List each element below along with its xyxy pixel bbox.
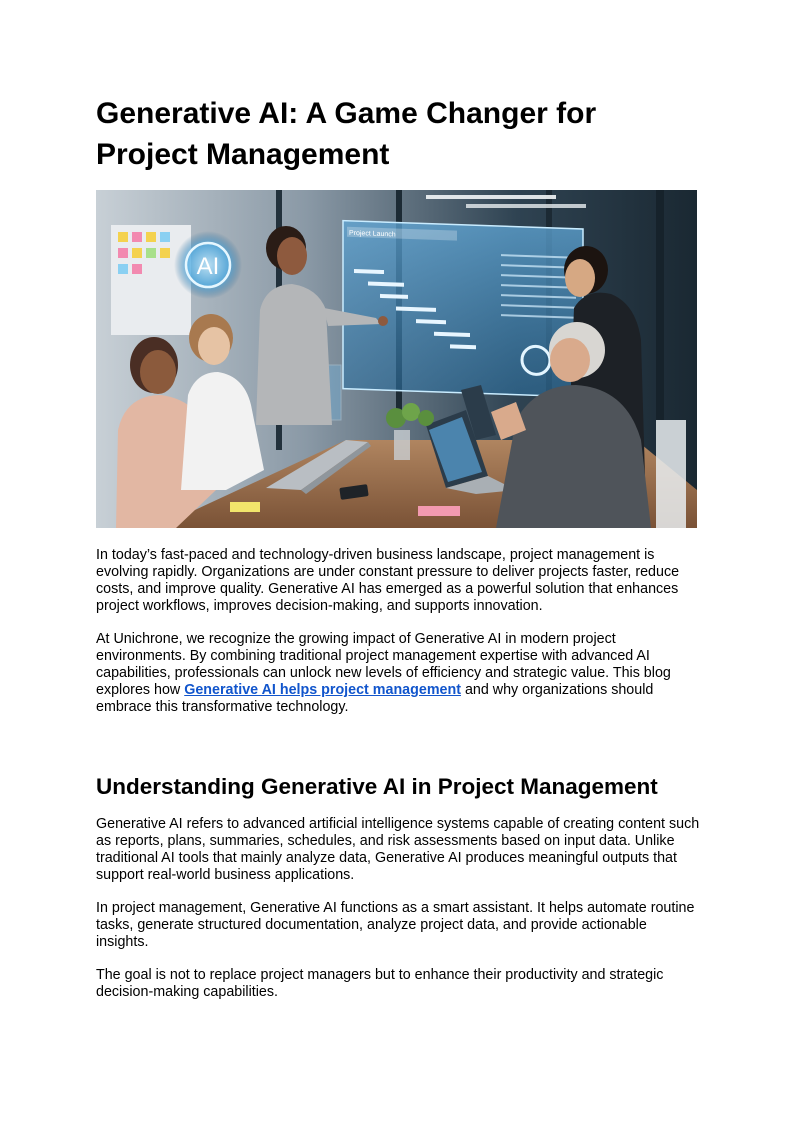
goal-paragraph: The goal is not to replace project managers but to enhance their productivity and strategic decision-making capabilities. bbox=[96, 967, 664, 1000]
page-title: Generative AI: A Game Changer for Project Management bbox=[96, 97, 597, 171]
unichrone-text-after-link: and why organizations should embrace this transformative technology. bbox=[96, 682, 654, 715]
definition-paragraph: Generative AI refers to advanced artificial intelligence systems capable of creating content such as reports, plans, summaries, schedules, and risk assessments based on input data. Unlike traditional AI tools that mainly analyze data, Generative AI produces meaningful outputs that support real-world business applications. bbox=[96, 816, 700, 883]
smart-assistant-paragraph: In project management, Generative AI functions as a smart assistant. It helps automate routine tasks, generate structured documentation, analyze project data, and provide actionable insights. bbox=[96, 900, 695, 950]
ai-badge-text: AI bbox=[196, 253, 220, 280]
screen-header-text: Project Launch bbox=[349, 229, 396, 239]
intro-paragraph: In today’s fast-paced and technology-driven business landscape, project management is evolving rapidly. Organizations are under constant pressure to deliver projects faster, reduce costs, and improve quality. Generative AI has emerged as a powerful solution that enhances project workflows, improves decision-making, and supports innovation. bbox=[96, 547, 680, 614]
hero-image bbox=[96, 190, 697, 528]
section-heading: Understanding Generative AI in Project Management bbox=[96, 774, 658, 799]
generative-ai-pm-link[interactable]: Generative AI helps project management bbox=[184, 682, 461, 698]
unichrone-text-before-link: At Unichrone, we recognize the growing impact of Generative AI in modern project environments. By combining traditional project management expertise with advanced AI capabilities, professionals can unlock new levels of efficiency and strategic value. This blog explores how bbox=[96, 631, 671, 698]
unichrone-paragraph bbox=[96, 631, 702, 716]
